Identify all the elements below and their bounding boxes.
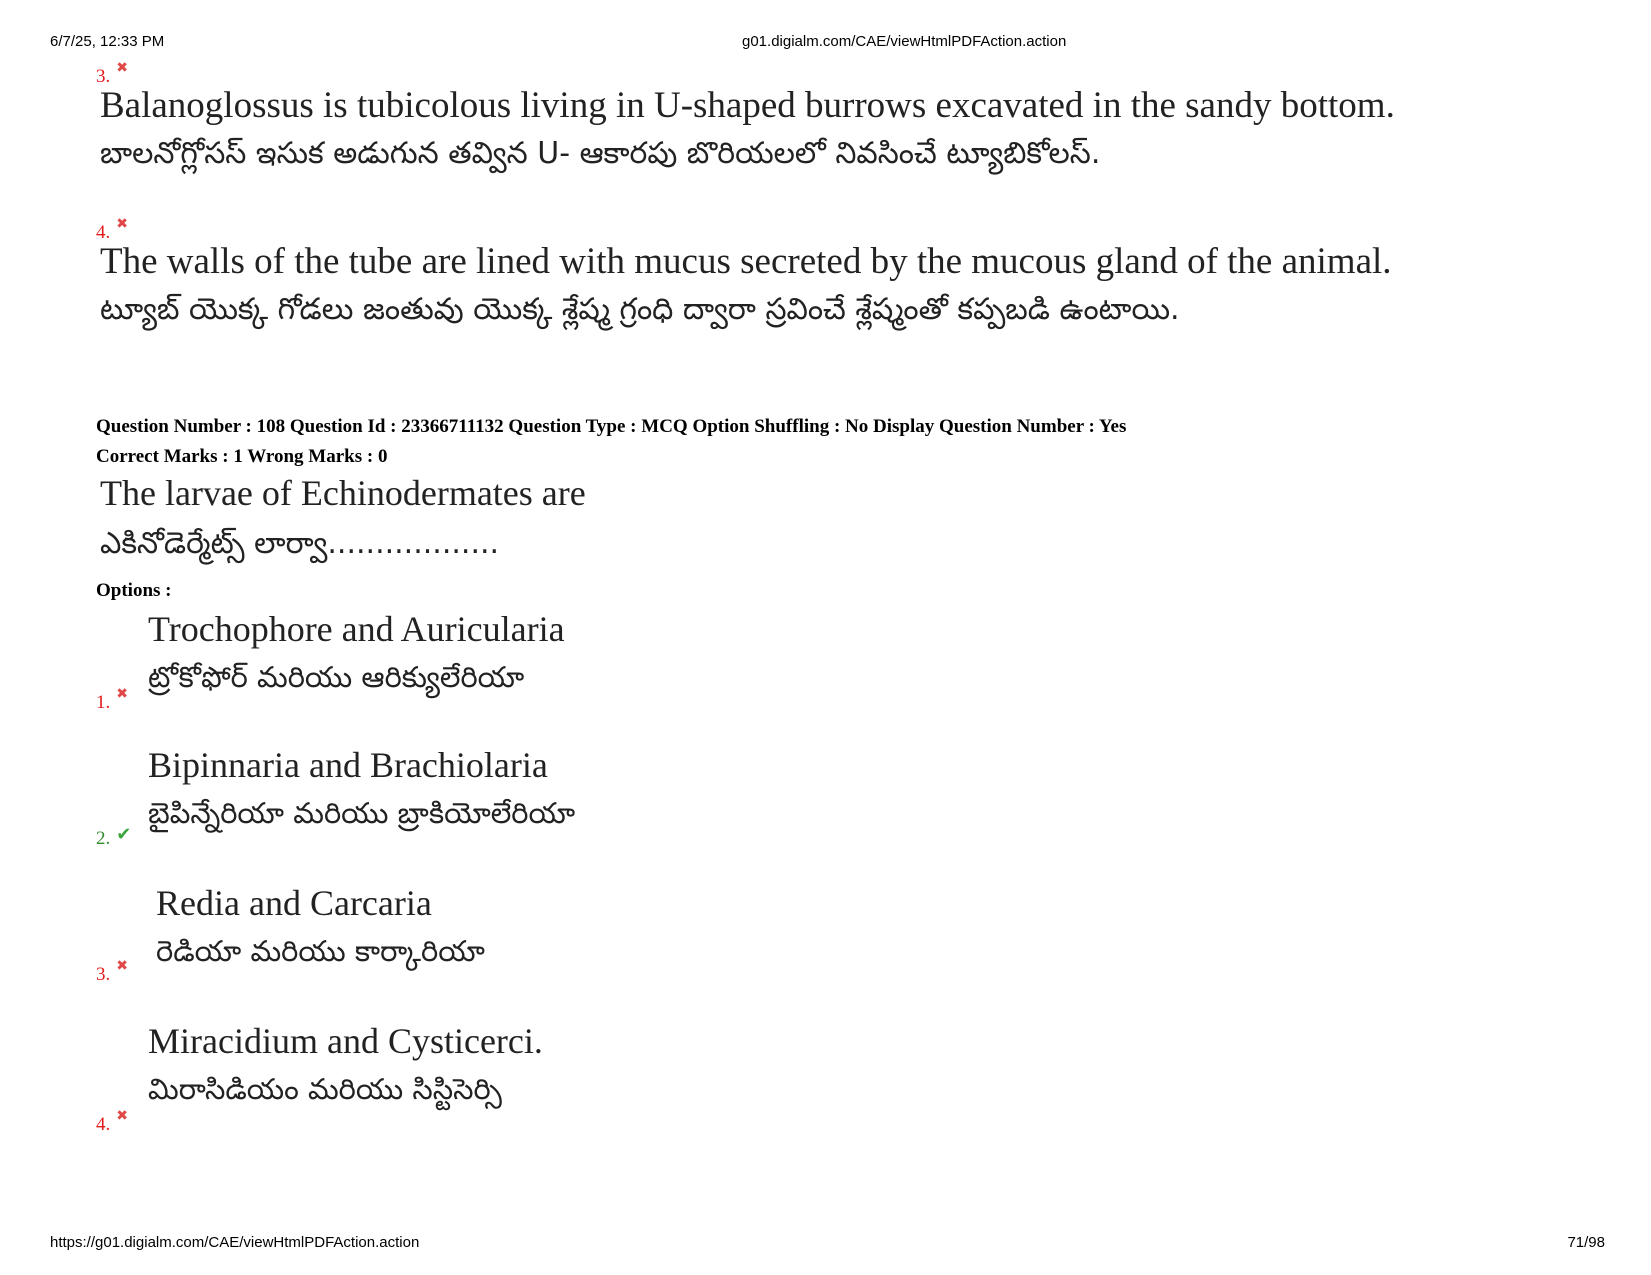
option-4-english: Miracidium and Cysticerci. (148, 1021, 543, 1061)
option-2-telugu: బైపిన్నేరియా మరియు బ్రాకియోలేరియా (148, 796, 576, 830)
page-number: 71/98 (1567, 1234, 1605, 1251)
option-4-number: 4. ✖ (96, 1108, 128, 1135)
wrong-mark-icon: ✖ (116, 958, 128, 974)
question-text-english: The larvae of Echinodermates are (100, 473, 586, 513)
options-label: Options : (96, 580, 172, 601)
correct-check-icon: ✔ (116, 824, 132, 845)
option-2-english: Bipinnaria and Brachiolaria (148, 745, 548, 785)
print-footer (0, 1234, 1651, 1254)
option-1-telugu: ట్రోకోఫోర్ మరియు ఆరిక్యులేరియా (148, 660, 525, 694)
question-marks-line: Correct Marks : 1 Wrong Marks : 0 (96, 446, 388, 467)
question-text-telugu: ఎకినోడెర్మేట్స్ లార్వా.................. (100, 526, 500, 561)
option-4-telugu: మిరాసిడియం మరియు సిస్టిసెర్సి (148, 1072, 502, 1106)
prev-option-3-number: 3. ✖ (96, 60, 128, 87)
print-header (0, 33, 1651, 53)
option-2-number: 2. ✔ (96, 824, 132, 849)
print-datetime: 6/7/25, 12:33 PM (50, 33, 165, 50)
prev-option-4-number: 4. ✖ (96, 216, 128, 243)
prev-option-3-telugu: బాలనోగ్లోసస్ ఇసుక అడుగున తవ్విన U- ఆకారపు బొరియలలో నివసించే ట్యూబికోలస్. (100, 136, 1101, 171)
question-meta-line-1: Question Number : 108 Question Id : 23366711132 Question Type : MCQ Option Shuffling : No Display Question Number : Yes (96, 416, 1127, 437)
prev-option-3-english: Balanoglossus is tubicolous living in U-shaped burrows excavated in the sandy bottom. (100, 85, 1395, 126)
wrong-mark-icon: ✖ (116, 686, 128, 702)
prev-option-4-english: The walls of the tube are lined with mucus secreted by the mucous gland of the animal. (100, 241, 1392, 282)
wrong-mark-icon: ✖ (116, 1108, 128, 1124)
option-3-english: Redia and Carcaria (156, 883, 432, 923)
option-1-english: Trochophore and Auricularia (148, 609, 565, 649)
wrong-mark-icon: ✖ (116, 60, 128, 76)
print-footer-url: https://g01.digialm.com/CAE/viewHtmlPDFAction.action (50, 1234, 420, 1251)
option-3-telugu: రెడియా మరియు కార్కారియా (156, 934, 485, 968)
prev-option-4-telugu: ట్యూబ్ యొక్క గోడలు జంతువు యొక్క శ్లేష్మ గ్రంధి ద్వారా స్రవించే శ్లేష్మంతో కప్పబడి ఉంటాయి. (100, 292, 1180, 327)
print-header-url: g01.digialm.com/CAE/viewHtmlPDFAction.action (742, 33, 1067, 50)
option-1-number: 1. ✖ (96, 686, 128, 713)
option-3-number: 3. ✖ (96, 958, 128, 985)
wrong-mark-icon: ✖ (116, 216, 128, 232)
